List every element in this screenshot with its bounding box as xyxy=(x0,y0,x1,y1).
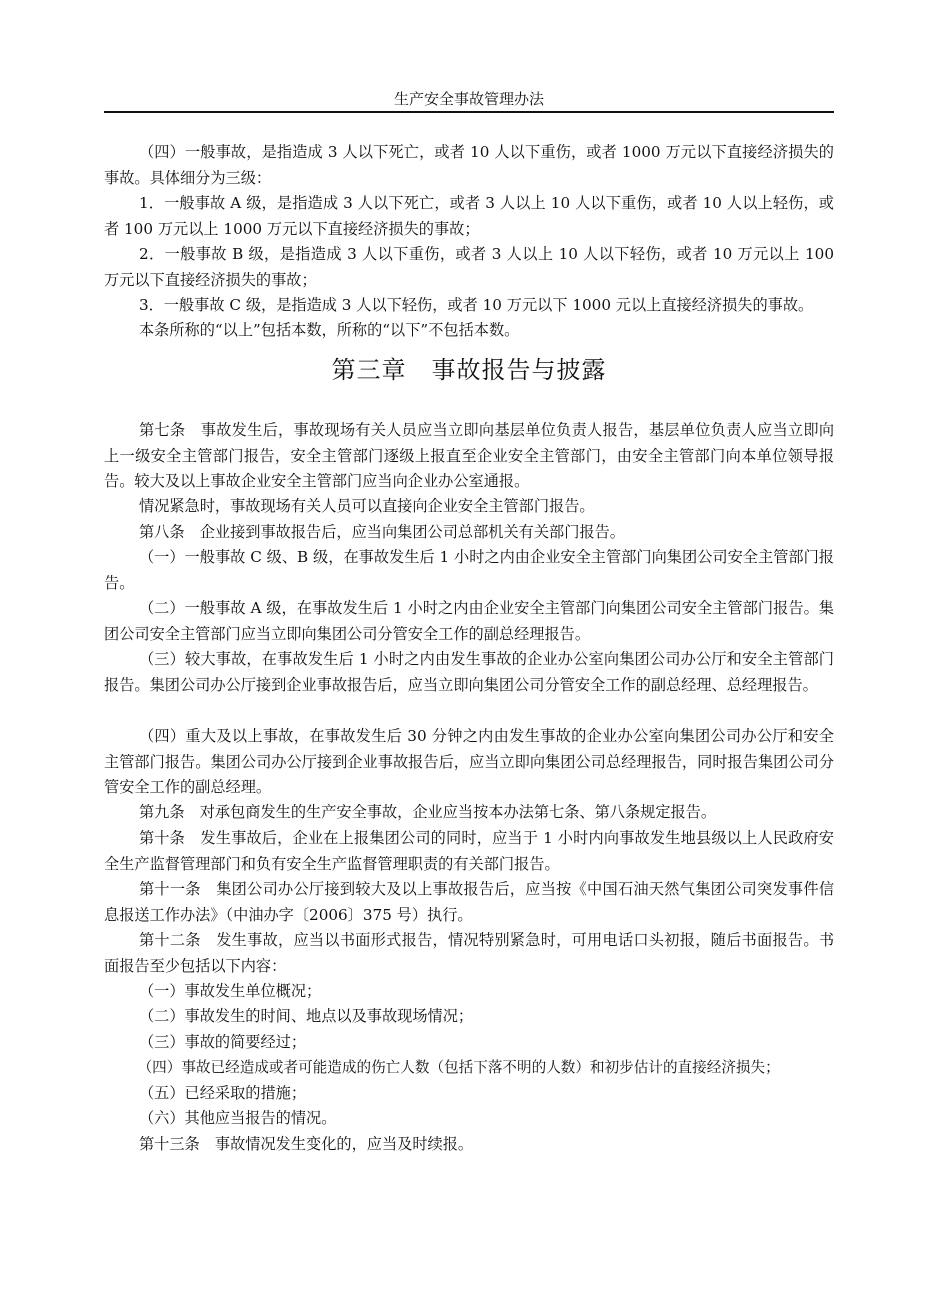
article-12-item-3: （三）事故的简要经过； xyxy=(138,1033,307,1051)
header-rule xyxy=(104,111,834,113)
paragraph-grade-b: 2．一般事故 B 级，是指造成 3 人以下重伤，或者 3 人以上 10 人以下轻伤，或者 10 万元以上 100 万元以下直接经济损失的事故； xyxy=(104,245,834,289)
article-7-emergency: 情况紧急时，事故现场有关人员可以直接向企业安全主管部门报告。 xyxy=(138,497,595,515)
article-12: 第十二条 发生事故，应当以书面形式报告，情况特别紧急时，可用电话口头初报，随后书面报告。书面报告至少包括以下内容： xyxy=(104,931,834,975)
article-11: 第十一条 集团公司办公厅接到较大及以上事故报告后，应当按《中国石油天然气集团公司突发事件信息报送工作办法》（中油办字〔2006〕375 号）执行。 xyxy=(104,880,834,924)
article-13: 第十三条 事故情况发生变化的，应当及时续报。 xyxy=(138,1135,474,1153)
article-12-item-5: （五）已经采取的措施； xyxy=(138,1084,307,1102)
article-8-item-2: （二）一般事故 A 级，在事故发生后 1 小时之内由企业安全主管部门向集团公司安全主管部门报告。集团公司安全主管部门应当立即向集团公司分管安全工作的副总经理报告。 xyxy=(104,599,834,643)
paragraph-grade-c: 3．一般事故 C 级，是指造成 3 人以下轻伤，或者 10 万元以下 1000 元以上直接经济损失的事故。 xyxy=(138,296,814,314)
article-8-item-4: （四）重大及以上事故，在事故发生后 30 分钟之内由发生事故的企业办公室向集团公司办公厅和安全主管部门报告。集团公司办公厅接到企业事故报告后，应当立即向集团公司总经理报告，同时报告集团公司分管安全工作的副总经理。 xyxy=(104,727,834,796)
paragraph-grade-a: 1．一般事故 A 级，是指造成 3 人以下死亡，或者 3 人以上 10 人以下重伤，或者 10 人以上轻伤，或者 100 万元以上 1000 万元以下直接经济损失的事故； xyxy=(104,194,834,238)
article-8: 第八条 企业接到事故报告后，应当向集团公司总部机关有关部门报告。 xyxy=(138,523,625,541)
article-7: 第七条 事故发生后，事故现场有关人员应当立即向基层单位负责人报告，基层单位负责人应当立即向上一级安全主管部门报告，安全主管部门逐级上报直至企业安全主管部门，由安全主管部门向本单位领导报告。较大及以上事故企业安全主管部门应当向企业办公室通报。 xyxy=(104,421,834,490)
paragraph-definition-note: 本条所称的“以上”包括本数，所称的“以下”不包括本数。 xyxy=(138,321,520,339)
article-12-item-2: （二）事故发生的时间、地点以及事故现场情况； xyxy=(138,1007,474,1025)
article-9: 第九条 对承包商发生的生产安全事故，企业应当按本办法第七条、第八条规定报告。 xyxy=(138,803,717,821)
article-12-item-4: （四）事故已经造成或者可能造成的伤亡人数（包括下落不明的人数）和初步估计的直接经济损失； xyxy=(137,1059,780,1076)
article-12-item-6: （六）其他应当报告的情况。 xyxy=(138,1109,337,1127)
article-8-item-1: （一）一般事故 C 级、B 级，在事故发生后 1 小时之内由企业安全主管部门向集团公司安全主管部门报告。 xyxy=(104,548,834,592)
running-header: 生产安全事故管理办法 xyxy=(393,90,544,108)
article-10: 第十条 发生事故后，企业在上报集团公司的同时，应当于 1 小时内向事故发生地县级以上人民政府安全生产监督管理部门和负有安全生产监督管理职责的有关部门报告。 xyxy=(104,829,834,873)
chapter-title: 第三章 事故报告与披露 xyxy=(331,356,607,384)
article-8-item-3: （三）较大事故，在事故发生后 1 小时之内由发生事故的企业办公室向集团公司办公厅和安全主管部门报告。集团公司办公厅接到企业事故报告后，应当立即向集团公司分管安全工作的副总经理、总经理报告。 xyxy=(104,650,834,694)
article-12-item-1: （一）事故发生单位概况； xyxy=(138,982,322,1000)
paragraph-general-accident: （四）一般事故，是指造成 3 人以下死亡，或者 10 人以下重伤，或者 1000 万元以下直接经济损失的事故。具体细分为三级： xyxy=(104,143,834,187)
